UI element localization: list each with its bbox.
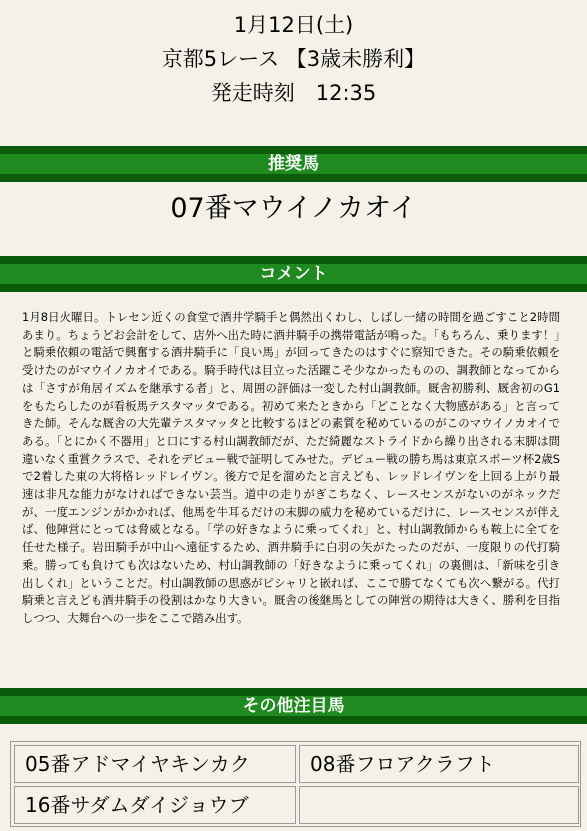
- other-horses-table: [10, 741, 581, 827]
- other-horse-cell: 16番サダムダイジョウブ: [14, 786, 296, 824]
- recommended-section-band: [0, 146, 587, 182]
- race-name: 京都5レース 【3歳未勝利】: [161, 47, 426, 71]
- other-horse-cell: 05番アドマイヤキンカク: [14, 745, 296, 783]
- recommended-horse: 07番マウイノカオイ: [170, 193, 417, 224]
- other-horse-cell-empty: [299, 786, 579, 824]
- recommended-section-title: 推奨馬: [268, 154, 319, 174]
- comment-section-title: コメント: [259, 264, 328, 284]
- others-section-band: [0, 688, 587, 724]
- comment-text: 1月8日火曜日。トレセン近くの食堂で酒井学騎手と偶然出くわし、しばし一緒の時間を過ごすこと2時間あまり。ちょうどお会計をして、店外へ出た時に酒井騎手の携帯電話が鳴った。「もちろん、乗ります！」と騎乗依頼の電話で興奮する酒井騎手に「良い馬」が回ってきたのはすぐに察知できた。その騎乗依頼を受けたのがマウイノカオイである。騎手時代は目立った活躍こそ少なかったものの、調教師となってからは「さすが角居イズムを継承する者」と、周囲の評価は一変した村山調教師。厩舎初勝利、厩舎初のG1をもたらしたのが看板馬テスタマッタである。初めて来たときから「どことなく大物感がある」と言ってきた師。そんな厩舎の大先輩テスタマッタと比較するほどの素質を秘めているのがこのマウイノカオイである。「とにかく不器用」と口にする村山調教師だが、ただ綺麗なストライドから繰り出される末脚は間違いなく重賞クラスで、それをデビュー戦で証明してみせた。デビュー戦の勝ち馬は東京スポーツ杯2歳Sで2着した東の大将格レッドレイヴン。後方で足を溜めたと言えども、レッドレイヴンを上回る上がり最速は非凡な能力がなければできない芸当。道中の走りがぎこちなく、レースセンスがないのがネックだが、一度エンジンがかかれば、他馬を牛耳るだけの末脚の威力を秘めているだけに、レースセンスが伴えば、他陣営にとっては脅威となる。「学の好きなように乗ってくれ」と、村山調教師からも鞍上に全てを任せた様子。岩田騎手が中山へ遠征するため、酒井騎手に白羽の矢がたったのだが、一度限りの代打騎乗。勝っても負けても次はないため、村山調教師の「好きなように乗ってくれ」の裏側は、「新味を引き出しくれ」ということだ。村山調教師の思惑がピシャリと嵌れば、ここで勝てなくても次へ繋がる。代打騎乗と言えども酒井騎手の役割はかなり大きい。厩舎の後継馬としての陣営の期待は大きく、勝利を目指しつつ、大舞台への一歩をここで踏み出す。: [22, 310, 560, 625]
- race-date: 1月12日(土): [233, 13, 354, 37]
- comment-section-band: [0, 256, 587, 292]
- others-section-title: その他注目馬: [242, 696, 345, 716]
- other-horse-cell: 08番フロアクラフト: [299, 745, 579, 783]
- start-time: 発走時刻 12:35: [210, 81, 377, 105]
- race-header: [0, 0, 587, 108]
